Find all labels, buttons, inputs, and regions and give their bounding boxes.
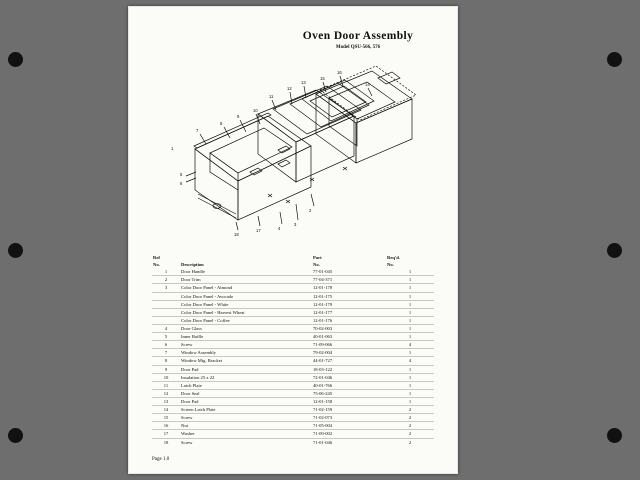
binder-hole (607, 243, 622, 258)
table-row (152, 341, 434, 349)
svg-text:12: 12 (287, 86, 292, 91)
svg-text:6: 6 (180, 181, 183, 186)
cell-part: 75-06-245 (312, 389, 386, 397)
cell-req: 2 (386, 406, 434, 414)
table-row (152, 397, 434, 405)
svg-text:13: 13 (301, 80, 306, 85)
cell-part: 71-01-046 (313, 439, 333, 445)
cell-ref: 11 (152, 381, 180, 389)
cell-req: 2 (386, 414, 434, 422)
cell-part: 79-02-004 (312, 349, 386, 357)
table-row (152, 438, 434, 446)
cell-req: 1 (386, 373, 434, 381)
cell-part: 12-01-176 (312, 316, 386, 324)
table-row (152, 276, 434, 284)
cell-part: 71-02-073 (312, 414, 386, 422)
cell-ref (152, 316, 180, 324)
table-row (152, 365, 434, 373)
cell-description: Door Glass (180, 324, 312, 332)
header-ref-line1: Ref (153, 255, 160, 260)
cell-ref (152, 292, 180, 300)
table-row (152, 316, 434, 324)
cell-part: 18-03-122 (312, 365, 386, 373)
svg-text:16: 16 (337, 70, 342, 75)
cell-part: 12-01-175 (312, 292, 386, 300)
svg-text:3: 3 (294, 222, 297, 227)
cell-part: 71-09-002 (312, 430, 386, 438)
parts-table-body (152, 268, 434, 445)
cell-req: 1 (386, 333, 434, 341)
cell-part: 77-01-045 (312, 268, 386, 276)
cell-req: 1 (386, 324, 434, 332)
table-row (152, 389, 434, 397)
cell-req: 1 (386, 397, 434, 405)
svg-text:9: 9 (237, 114, 240, 119)
page-title: Oven Door Assembly (302, 30, 414, 42)
table-row (152, 292, 434, 300)
cell-description: Color Door Panel - Avocado (180, 292, 312, 300)
svg-text:18: 18 (234, 232, 239, 237)
svg-text:4: 4 (278, 226, 281, 231)
cell-description: Insulation 25 x 22 (180, 373, 312, 381)
cell-description: Color Door Panel - Coffee (180, 316, 312, 324)
svg-text:14: 14 (365, 82, 370, 87)
svg-text:10: 10 (253, 108, 258, 113)
header-part-line2: No. (313, 262, 320, 268)
cell-req: 4 (386, 357, 434, 365)
page-number: Page 1.0 (152, 457, 170, 462)
cell-part: 70-02-003 (312, 324, 386, 332)
svg-text:17: 17 (256, 228, 261, 233)
cell-req: 1 (386, 316, 434, 324)
cell-ref: 12 (152, 389, 180, 397)
svg-text:11: 11 (269, 94, 274, 99)
cell-req: 4 (386, 341, 434, 349)
table-row (152, 284, 434, 292)
table-row (152, 381, 434, 389)
cell-ref (152, 308, 180, 316)
header-part-line1: Part (313, 255, 322, 260)
cell-ref: 16 (152, 422, 180, 430)
svg-text:1: 1 (171, 146, 174, 151)
cell-req: 1 (386, 349, 434, 357)
table-row (152, 373, 434, 381)
table-row (152, 430, 434, 438)
cell-ref: 2 (152, 276, 180, 284)
cell-part: 72-01-046 (312, 373, 386, 381)
cell-req: 2 (386, 422, 434, 430)
cell-description: Screw (180, 414, 312, 422)
cell-description: Color Door Panel - Harvest Wheat (180, 308, 312, 316)
parts-table-header (152, 254, 434, 268)
cell-req: 1 (386, 276, 434, 284)
cell-ref: 1 (152, 268, 180, 276)
cell-description: Door Seal (180, 389, 312, 397)
cell-part: 77-04-371 (312, 276, 386, 284)
cell-ref: 5 (152, 333, 180, 341)
cell-req: 2 (408, 439, 412, 445)
parts-table (152, 254, 434, 446)
exploded-diagram (140, 54, 446, 239)
cell-req: 1 (386, 284, 434, 292)
header-req-line2: No. (387, 262, 394, 268)
cell-req: 1 (386, 268, 434, 276)
cell-req: 1 (386, 292, 434, 300)
table-row (152, 268, 434, 276)
cell-part: 44-01-727 (312, 357, 386, 365)
cell-description: Washer (180, 430, 312, 438)
cell-part: 71-05-004 (312, 422, 386, 430)
cell-description: Door Pad (180, 397, 312, 405)
cell-ref: 3 (152, 284, 180, 292)
cell-part: 12-01-179 (312, 300, 386, 308)
binder-hole (8, 243, 23, 258)
cell-ref (152, 300, 180, 308)
cell-req: 1 (386, 381, 434, 389)
binder-hole (8, 52, 23, 67)
cell-description: Door Handle (180, 268, 312, 276)
cell-description: Screw (180, 341, 312, 349)
svg-text:5: 5 (180, 172, 183, 177)
binder-hole (607, 52, 622, 67)
cell-req: 1 (386, 365, 434, 373)
table-row (152, 308, 434, 316)
cell-description: Door Pad (180, 365, 312, 373)
binder-hole (607, 428, 622, 443)
cell-ref: 10 (152, 373, 180, 381)
cell-description: Color Door Panel - White (180, 300, 312, 308)
cell-req: 1 (386, 308, 434, 316)
cell-description: Window Mtg. Bracket (180, 357, 312, 365)
cell-description: Nut (180, 422, 312, 430)
header-req-line1: Req'd. (387, 255, 400, 260)
cell-ref: 9 (152, 365, 180, 373)
cell-ref: 18 (163, 439, 169, 445)
table-row (152, 406, 434, 414)
cell-part: 12-01-177 (312, 308, 386, 316)
svg-text:7: 7 (196, 128, 199, 133)
cell-part: 12-01-178 (312, 284, 386, 292)
table-row (152, 300, 434, 308)
table-row (152, 414, 434, 422)
table-row (152, 333, 434, 341)
svg-text:8: 8 (220, 121, 223, 126)
cell-part: 71-09-066 (312, 341, 386, 349)
table-row (152, 324, 434, 332)
cell-part: 71-02-159 (312, 406, 386, 414)
cell-ref: 15 (152, 414, 180, 422)
header-desc-spacer (180, 254, 312, 261)
cell-ref: 4 (152, 324, 180, 332)
model-subtitle: Model QSU-566, 576 (335, 45, 381, 50)
cell-req: 1 (386, 300, 434, 308)
cell-description: Screen Latch Plate (180, 406, 312, 414)
header-ref-line2: No. (153, 262, 160, 268)
cell-ref: 13 (152, 397, 180, 405)
cell-ref: 14 (152, 406, 180, 414)
cell-ref: 8 (152, 357, 180, 365)
svg-text:15: 15 (320, 76, 325, 81)
cell-part: 40-01-063 (312, 333, 386, 341)
cell-description: Inner Baffle (180, 333, 312, 341)
table-row (152, 357, 434, 365)
cell-description: Window Assembly (180, 349, 312, 357)
binder-hole (8, 428, 23, 443)
cell-req: 2 (386, 430, 434, 438)
cell-ref: 7 (152, 349, 180, 357)
cell-description: Color Door Panel - Almond (180, 284, 312, 292)
cell-description: Screw (181, 439, 193, 445)
table-row (152, 422, 434, 430)
cell-description: Latch Plate (180, 381, 312, 389)
cell-ref: 17 (152, 430, 180, 438)
cell-part: 12-01-158 (312, 397, 386, 405)
cell-ref: 6 (152, 341, 180, 349)
header-description: Description (181, 262, 204, 268)
table-row (152, 349, 434, 357)
svg-text:2: 2 (309, 208, 312, 213)
cell-description: Door Trim (180, 276, 312, 284)
cell-part: 40-01-766 (312, 381, 386, 389)
cell-req: 1 (386, 389, 434, 397)
parts-table-container (152, 254, 434, 446)
document-sheet (128, 6, 458, 474)
